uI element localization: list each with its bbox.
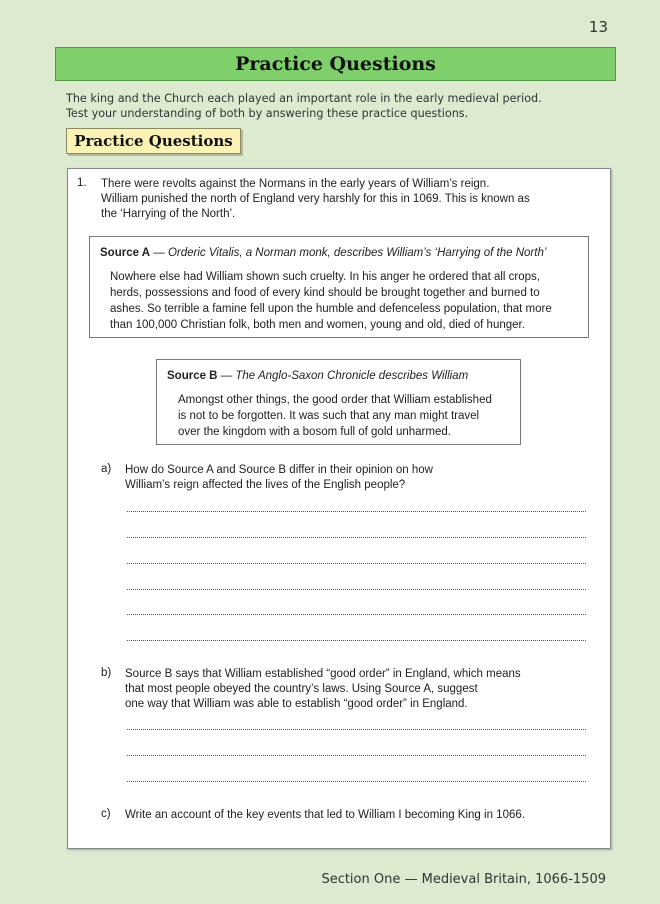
page-title: Practice Questions [235, 53, 436, 75]
section-footer: Section One — Medieval Britain, 1066-1509 [321, 872, 606, 887]
subtitle: Practice Questions [74, 132, 233, 150]
source-a-line: herds, possessions and food of every kind should be brought together and burned to [110, 287, 540, 299]
source-a-line: ashes. So terrible a famine fell upon the humble and defenceless population, that more [110, 303, 552, 315]
question-line: William punished the north of England very harshly for this in 1069. This is known as [101, 193, 530, 205]
answer-line[interactable] [127, 755, 586, 756]
intro-line: Test your understanding of both by answering these practice questions. [66, 107, 469, 120]
part-b-question [125, 667, 521, 712]
source-a-text [110, 269, 552, 333]
source-b-line: is not to be forgotten. It was such that any man might travel [178, 410, 480, 422]
source-b-box [156, 359, 521, 445]
part-b-line: Source B says that William established “good order” in England, which means [125, 668, 521, 680]
title-banner [55, 47, 616, 81]
answer-line[interactable] [127, 563, 586, 564]
question-intro [101, 177, 591, 222]
source-a-line: than 100,000 Christian folk, both men and women, young and old, died of hunger. [110, 319, 525, 331]
source-a-heading [100, 247, 546, 259]
question-line: the ‘Harrying of the North’. [101, 208, 236, 220]
page-number: 13 [588, 18, 608, 36]
answer-line[interactable] [127, 729, 586, 730]
part-b-line: that most people obeyed the country’s laws. Using Source A, suggest [125, 683, 478, 695]
part-a-line: William’s reign affected the lives of the English people? [125, 479, 406, 491]
part-a-label: a) [101, 463, 112, 475]
source-b-line: over the kingdom with a bosom full of gold unharmed. [178, 426, 451, 438]
answer-line[interactable] [127, 781, 586, 782]
source-b-label: Source B [167, 370, 218, 382]
source-b-description: The Anglo-Saxon Chronicle describes William [235, 370, 469, 382]
intro-text [66, 91, 606, 121]
answer-line[interactable] [127, 614, 586, 615]
answer-line[interactable] [127, 511, 586, 512]
part-b-line: one way that William was able to establish “good order” in England. [125, 698, 468, 710]
source-a-description: Orderic Vitalis, a Norman monk, describes William’s ‘Harrying of the North’ [167, 247, 547, 259]
part-b-label: b) [101, 667, 112, 679]
subtitle-banner [66, 128, 241, 154]
part-c-question [125, 808, 525, 823]
source-b-heading [167, 370, 468, 382]
part-a-line: How do Source A and Source B differ in their opinion on how [125, 464, 433, 476]
question-number: 1. [77, 177, 87, 189]
part-c-line: Write an account of the key events that led to William I becoming King in 1066. [125, 809, 525, 821]
source-b-dash: — [217, 370, 236, 382]
source-b-text [178, 392, 492, 440]
intro-line: The king and the Church each played an important role in the early medieval period. [66, 92, 542, 105]
answer-line[interactable] [127, 589, 586, 590]
question-line: There were revolts against the Normans in the early years of William’s reign. [101, 178, 490, 190]
source-a-box [89, 236, 589, 338]
source-a-dash: — [150, 247, 168, 259]
part-a-question [125, 463, 433, 493]
source-a-line: Nowhere else had William shown such cruelty. In his anger he ordered that all crops, [110, 271, 540, 283]
part-c-label: c) [101, 808, 111, 820]
answer-line[interactable] [127, 537, 586, 538]
source-a-label: Source A [100, 247, 151, 259]
answer-line[interactable] [127, 640, 586, 641]
source-b-line: Amongst other things, the good order that William established [178, 394, 492, 406]
